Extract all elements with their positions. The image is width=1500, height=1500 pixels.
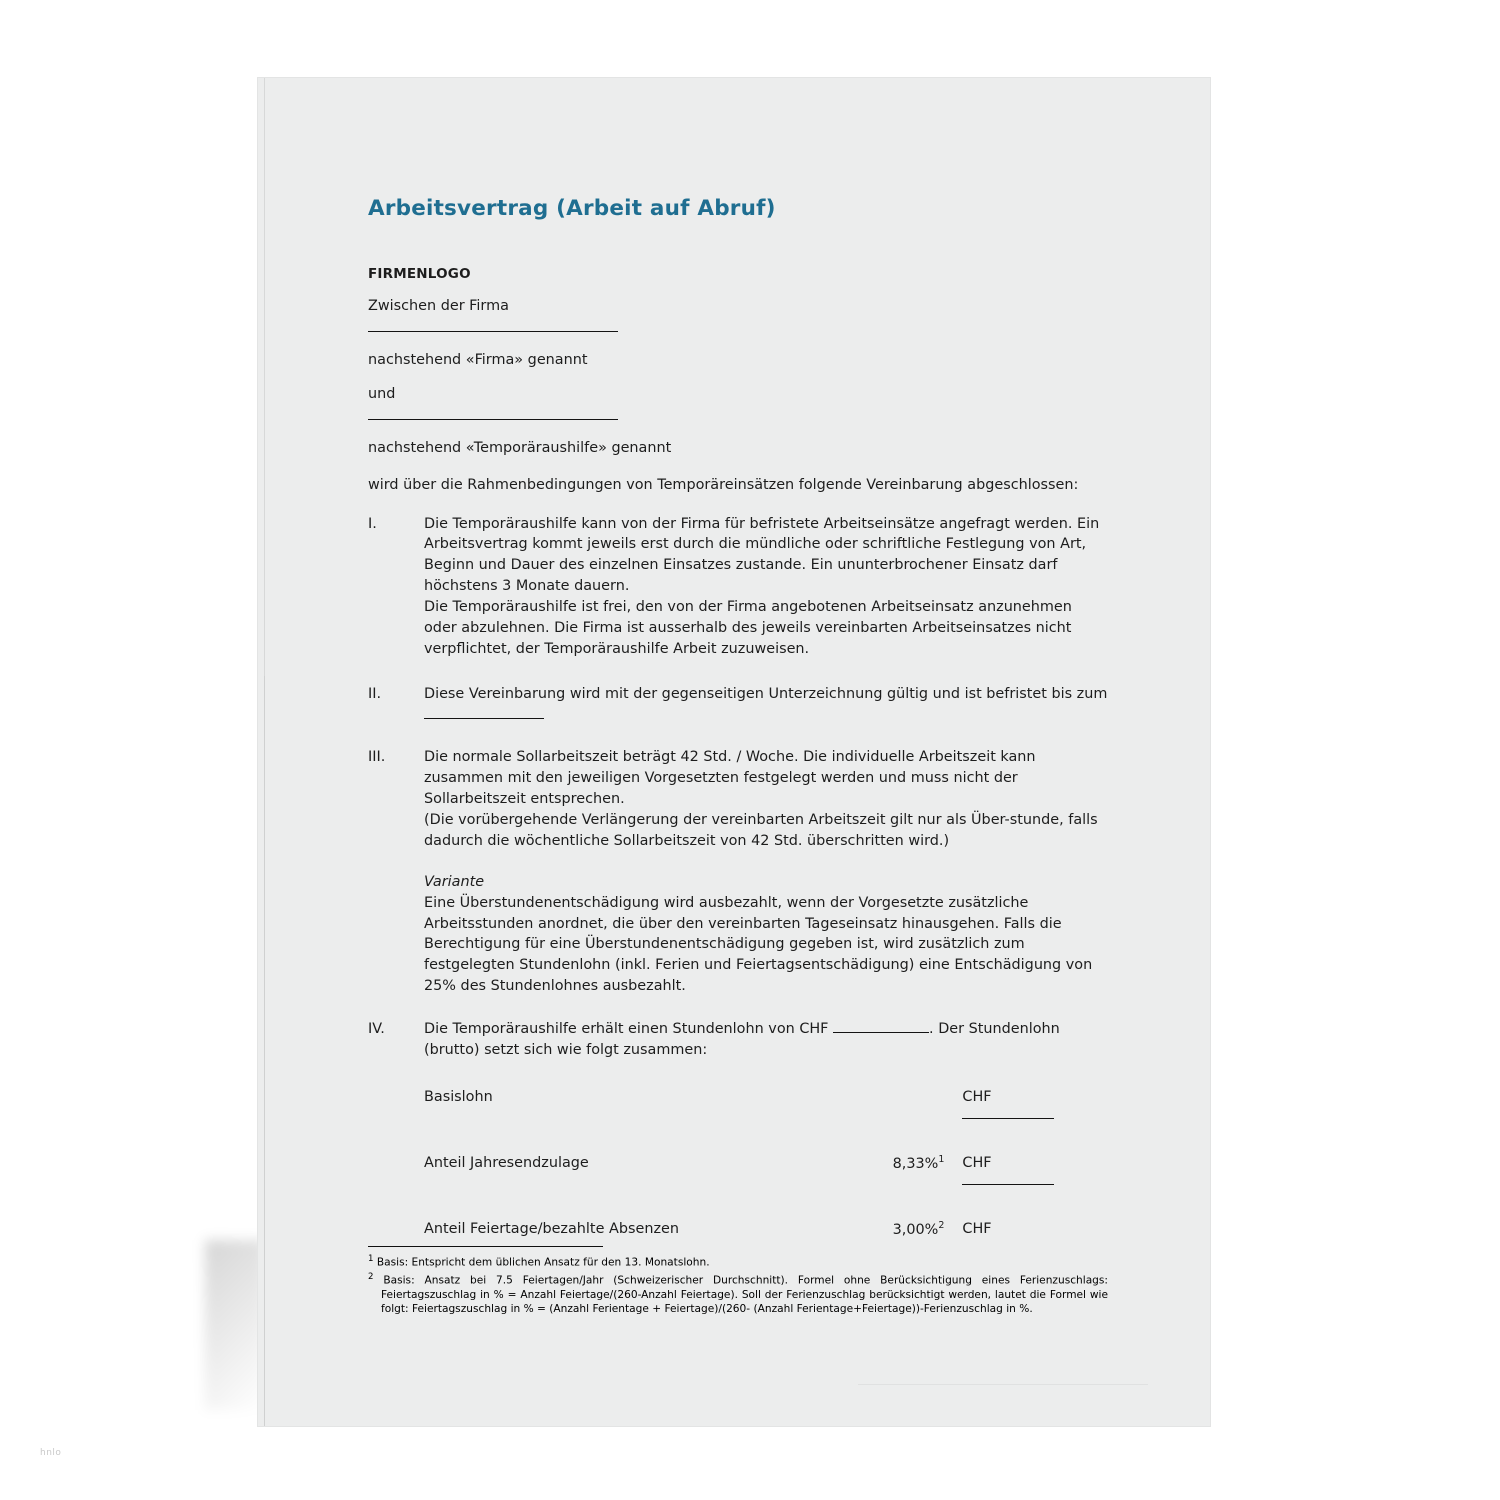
footnote-1 bbox=[368, 1254, 1108, 1270]
wage-percent-value-2: 8,33% bbox=[892, 1155, 939, 1172]
clause-ii bbox=[368, 684, 1108, 726]
wage-row-percent-1 bbox=[841, 1087, 963, 1153]
clause-ii-number: II. bbox=[368, 685, 382, 702]
wage-percent-footnote-3: 2 bbox=[938, 1220, 945, 1232]
clause-ii-paragraph-1 bbox=[424, 684, 1108, 726]
wage-currency-label-2: CHF bbox=[962, 1155, 992, 1172]
wage-row-label-1: Basislohn bbox=[424, 1088, 493, 1105]
party-intro-text: Zwischen der Firma bbox=[368, 297, 509, 314]
clause-iii-number: III. bbox=[368, 749, 386, 766]
clause-iii-paragraph-1: Die normale Sollarbeitszeit beträgt 42 Std. / Woche. Die individuelle Arbeitszeit kann zusammen mit den jeweiligen Vorgesetzten festgelegt werden und muss nicht der Sollarbeitszeit entsprechen. bbox=[424, 749, 1036, 808]
page-title: Arbeitsvertrag (Arbeit auf Abruf) bbox=[368, 196, 776, 221]
footnotes-section bbox=[368, 1246, 1108, 1318]
wage-row-label-3: Anteil Feiertage/bezahlte Absenzen bbox=[424, 1221, 679, 1238]
wage-amount-blank-2 bbox=[962, 1184, 1054, 1185]
clause-ii-text: Diese Vereinbarung wird mit der gegenseitigen Unterzeichnung gültig und ist befristet bis zum bbox=[424, 685, 1108, 702]
page-inner bbox=[258, 78, 1210, 1426]
footnote-separator bbox=[368, 1246, 603, 1247]
clause-iv-wage-blank bbox=[833, 1020, 929, 1033]
agreement-intro: wird über die Rahmenbedingungen von Temporäreinsätzen folgende Vereinbarung abgeschlossen: bbox=[368, 476, 1079, 493]
left-margin-rule bbox=[264, 78, 265, 676]
clause-i-paragraph-2: Die Temporäraushilfe ist frei, den von der Firma angebotenen Arbeitseinsatz anzunehmen oder abzulehnen. Die Firma ist ausserhalb des jeweils vereinbarten Arbeitseinsatzes nicht verpflichtet, der Temporäraushilfe Arbeit zuzuweisen. bbox=[424, 599, 1072, 657]
table-row bbox=[424, 1153, 1108, 1219]
clause-i bbox=[368, 514, 1108, 660]
wage-row-label-2: Anteil Jahresendzulage bbox=[424, 1155, 589, 1172]
left-margin-rule-lower bbox=[264, 676, 265, 1426]
clause-iv-paragraph bbox=[424, 1019, 1108, 1061]
table-row bbox=[424, 1087, 1108, 1153]
clause-iv-text-post: . Der Stundenlohn (brutto) setzt sich wie folgt zusammen: bbox=[424, 1021, 1060, 1058]
document-body bbox=[368, 196, 1108, 1290]
signature-blank-line-firma bbox=[368, 331, 618, 332]
clause-iv-number: IV. bbox=[368, 1021, 385, 1038]
footnote-2-mark: 2 bbox=[368, 1271, 374, 1282]
party-two-label: nachstehend «Temporäraushilfe» genannt bbox=[368, 440, 672, 456]
footnote-1-mark: 1 bbox=[368, 1254, 374, 1264]
clause-iv-text-pre: Die Temporäraushilfe erhält einen Stundenlohn von CHF bbox=[424, 1021, 829, 1038]
document-page bbox=[258, 78, 1210, 1426]
wage-percent-footnote-2: 1 bbox=[938, 1154, 945, 1166]
wage-currency-label-1: CHF bbox=[962, 1088, 992, 1105]
wage-row-currency-1 bbox=[962, 1087, 1108, 1153]
clause-i-body bbox=[424, 514, 1108, 660]
clause-ii-date-blank bbox=[424, 705, 544, 718]
page-footer-rule bbox=[858, 1384, 1148, 1385]
watermark-text: hnlo bbox=[40, 1448, 62, 1458]
clause-iii-body bbox=[424, 747, 1108, 997]
clause-iii-variant-text: Eine Überstundenentschädigung wird ausbezahlt, wenn der Vorgesetzte zusätzliche Arbeitsstunden anordnet, die über den vereinbarten Tageseinsatz hinausgehen. Falls die Berechtigung für eine Überstundenentschädigung gegeben ist, wird zusätzlich zum festgelegten Stundenlohn (inkl. Ferien und Feiertagsentschädigung) eine Entschädigung von 25% des Stundenlohnes ausbezahlt. bbox=[424, 894, 1093, 995]
and-word: und bbox=[368, 386, 396, 403]
wage-currency-label-3: CHF bbox=[962, 1221, 992, 1238]
clause-iii bbox=[368, 747, 1108, 997]
footnote-2 bbox=[368, 1272, 1108, 1316]
wage-amount-blank-1 bbox=[962, 1118, 1054, 1119]
footnote-1-text: Basis: Entspricht dem üblichen Ansatz für den 13. Monatslohn. bbox=[376, 1256, 710, 1269]
clause-iii-paragraph-2: (Die vorübergehende Verlängerung der vereinbarten Arbeitszeit gilt nur als Über-stunde, falls dadurch die wöchentliche Sollarbeitszeit von 42 Std. überschritten wird.) bbox=[424, 812, 1098, 849]
signature-blank-line-aushilfe bbox=[368, 419, 618, 420]
clause-iii-variant-heading: Variante bbox=[424, 873, 485, 890]
footnote-2-text: Basis: Ansatz bei 7.5 Feiertagen/Jahr (Schweizerischer Durchschnitt). Formel ohne Berücksichtigung eines Ferienzuschlags: Feiertagszuschlag in % = Anzahl Feiertage/(260-Anzahl Feiertage). Soll der Ferienzuschlag berücksichtigt werden, lautet die Formel wie folgt: Feiertagszuschlag in % = (Anzahl Ferientage + Feiertage)/(260- (Anzahl Ferientage+Feiertage))-Ferienzuschlag in %. bbox=[381, 1274, 1108, 1315]
party-one-label: nachstehend «Firma» genannt bbox=[368, 351, 588, 368]
clause-iv-body bbox=[424, 1019, 1108, 1274]
company-logo-placeholder: FIRMENLOGO bbox=[368, 265, 471, 282]
page-drop-shadow bbox=[205, 1240, 265, 1410]
wage-row-percent-2 bbox=[841, 1153, 963, 1219]
wage-row-currency-2 bbox=[962, 1153, 1108, 1219]
clause-i-number: I. bbox=[368, 515, 377, 532]
clause-i-paragraph-1: Die Temporäraushilfe kann von der Firma für befristete Arbeitseinsätze angefragt werden. Ein Arbeitsvertrag kommt jeweils erst durch die mündliche oder schriftliche Festlegung von Art, Beginn und Dauer des einzelnen Einsatzes zustande. Ein ununterbrochener Einsatz darf höchstens 3 Monate dauern. bbox=[424, 515, 1100, 595]
clause-iv bbox=[368, 1019, 1108, 1274]
clause-ii-body bbox=[424, 684, 1108, 726]
wage-percent-value-3: 3,00% bbox=[892, 1221, 939, 1238]
